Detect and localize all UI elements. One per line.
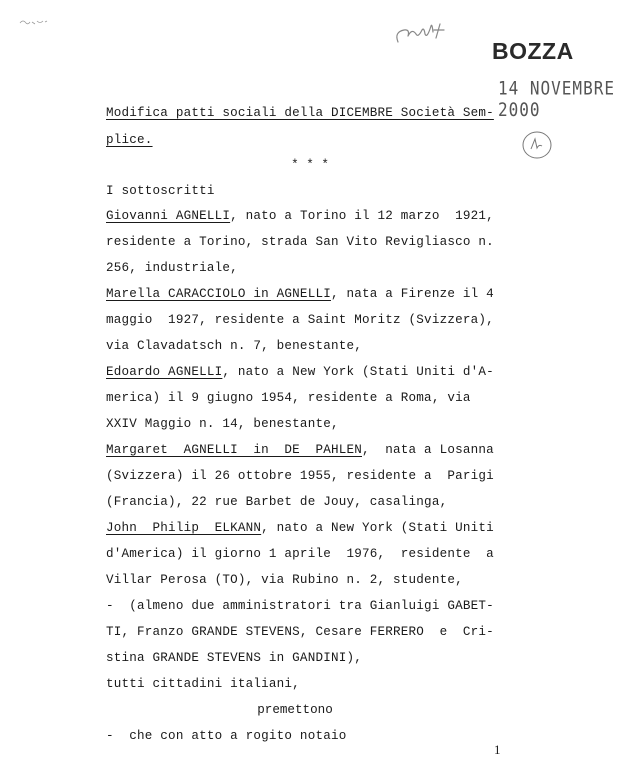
person-name: Edoardo AGNELLI xyxy=(106,365,223,379)
person-name: John Philip ELKANN xyxy=(106,521,262,535)
text-line: (Francia), 22 rue Barbet de Jouy, casalinga, xyxy=(106,495,448,509)
text-line: XXIV Maggio n. 14, benestante, xyxy=(106,417,339,431)
text-line xyxy=(106,209,494,223)
line-rest: , nata a Firenze il 4 xyxy=(330,287,494,301)
person-name: Marella CARACCIOLO in AGNELLI xyxy=(106,287,331,301)
text-line xyxy=(106,521,494,535)
corner-scribble xyxy=(18,14,48,30)
handwritten-note xyxy=(392,20,456,50)
text-line: residente a Torino, strada San Vito Revigliasco n. xyxy=(106,235,494,249)
text-line: TI, Franzo GRANDE STEVENS, Cesare FERRERO e Cri- xyxy=(106,625,494,639)
intro-line: I sottoscritti xyxy=(106,184,215,198)
text-line: d'America) il giorno 1 aprile 1976, residente a xyxy=(106,547,494,561)
document-title-line-2: plice. xyxy=(106,133,153,147)
separator: * * * xyxy=(291,158,329,172)
text-line: stina GRANDE STEVENS in GANDINI), xyxy=(106,651,362,665)
text-line: tutti cittadini italiani, xyxy=(106,677,300,691)
date-stamp: 14 NOVEMBRE 2000 xyxy=(498,77,615,121)
text-line: - (almeno due amministratori tra Gianluigi GABET- xyxy=(106,599,494,613)
text-line: via Clavadatsch n. 7, benestante, xyxy=(106,339,362,353)
text-line: maggio 1927, residente a Saint Moritz (Svizzera), xyxy=(106,313,494,327)
line-rest: , nato a New York (Stati Uniti xyxy=(261,521,494,535)
page-number: 1 xyxy=(494,742,501,757)
text-line: Villar Perosa (TO), via Rubino n. 2, studente, xyxy=(106,573,463,587)
text-line xyxy=(106,365,494,379)
line-rest: , nato a New York (Stati Uniti d'A- xyxy=(222,365,494,379)
line-rest: , nato a Torino il 12 marzo 1921, xyxy=(230,209,494,223)
text-line xyxy=(106,287,494,301)
line-rest: , nata a Losanna xyxy=(362,443,494,457)
text-line: - che con atto a rogito notaio xyxy=(106,729,347,743)
person-name: Margaret AGNELLI in DE PAHLEN xyxy=(106,443,362,457)
text-line: 256, industriale, xyxy=(106,261,238,275)
person-name: Giovanni AGNELLI xyxy=(106,209,231,223)
text-line xyxy=(106,443,494,457)
text-line: merica) il 9 giugno 1954, residente a Roma, via xyxy=(106,391,471,405)
circled-initials-icon xyxy=(520,128,554,162)
premettono-heading: premettono xyxy=(257,703,333,717)
draft-stamp: BOZZA xyxy=(492,38,574,64)
document-title-line-1: Modifica patti sociali della DICEMBRE Società Sem- xyxy=(106,106,494,120)
text-line: (Svizzera) il 26 ottobre 1955, residente a Parigi xyxy=(106,469,494,483)
